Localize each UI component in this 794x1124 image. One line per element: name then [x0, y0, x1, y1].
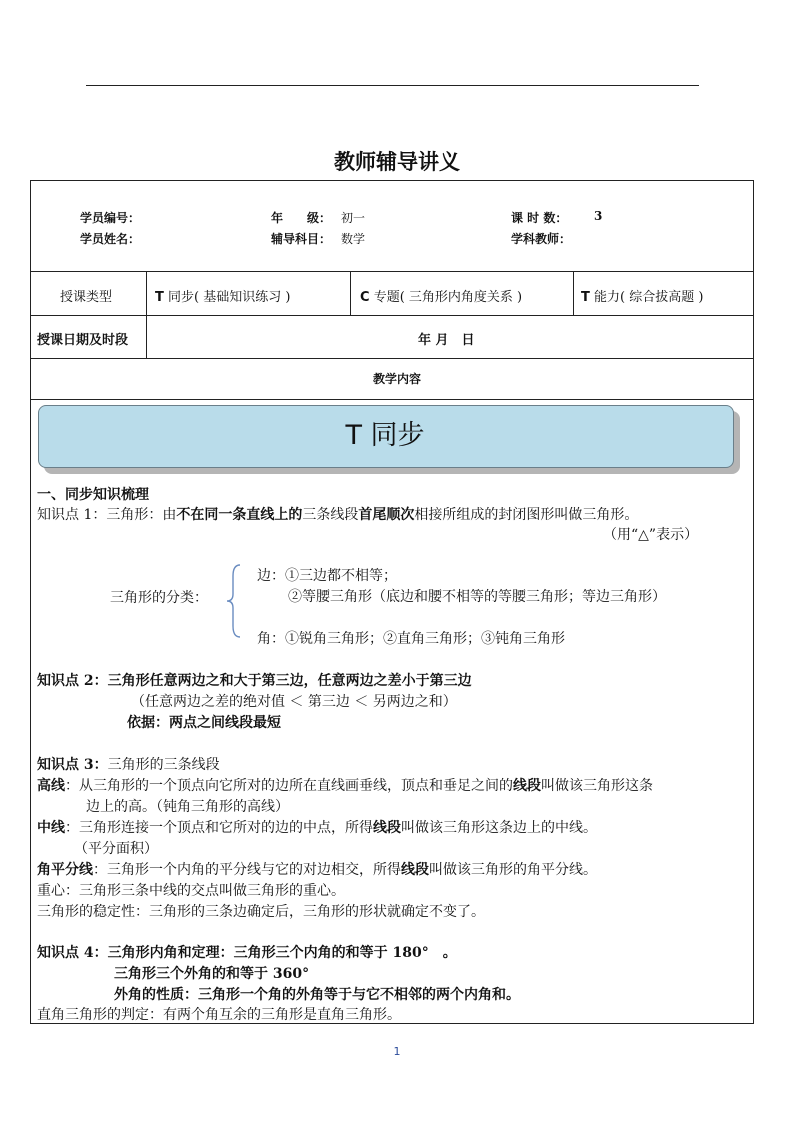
kp3-altitude-line2: 边上的高。（钝角三角形的高线） — [86, 799, 289, 815]
table-divider — [350, 271, 351, 315]
teacher-label: 学科教师： — [511, 232, 572, 246]
table-divider — [30, 358, 754, 359]
page-number: 1 — [393, 1045, 401, 1058]
kp3-median-note: （平分面积） — [74, 841, 158, 857]
brace-icon — [226, 564, 242, 638]
kp3-title-prefix: 知识点 3： — [37, 757, 108, 773]
lesson-type-topic-letter: C — [360, 290, 370, 305]
hours-value: 3 — [594, 209, 603, 223]
kp4-line2: 三角形三个外角的和等于 360° — [114, 966, 310, 982]
lesson-type-topic — [360, 286, 522, 305]
section-banner-text: T 同步 — [345, 420, 425, 451]
subject-label: 辅导科目： — [271, 232, 332, 246]
kp3-title-text: 三角形的三条线段 — [107, 757, 220, 773]
kp2-line3: 依据：两点之间线段最短 — [127, 715, 281, 731]
kp3-median — [37, 819, 597, 837]
classify-angle: 角：①锐角三角形；②直角三角形；③钝角三角形 — [257, 631, 565, 647]
bisector-text-b: 叫做该三角形的角平分线。 — [429, 862, 597, 878]
median-bold: 线段 — [373, 820, 401, 836]
altitude-label: 高线 — [37, 778, 65, 794]
lesson-type-sync-text: 同步( 基础知识练习 ) — [168, 290, 291, 305]
hours-label: 课 时 数： — [511, 211, 568, 225]
kp4-line4: 直角三角形的判定：有两个角互余的三角形是直角三角形。 — [37, 1007, 401, 1023]
median-label: 中线 — [37, 820, 65, 836]
kp2-line2: （任意两边之差的绝对值 ＜ 第三边 ＜ 另两边之和） — [131, 694, 457, 710]
lesson-type-sync — [155, 286, 290, 305]
date-value: 年 月 日 — [418, 333, 475, 348]
student-name-label: 学员姓名： — [80, 232, 141, 246]
kp1-suffix: 相接所组成的封闭图形叫做三角形。 — [414, 507, 639, 523]
kp1-text — [37, 506, 638, 524]
altitude-bold: 线段 — [513, 778, 541, 794]
table-divider — [573, 271, 574, 315]
kp4-line1: 知识点 4：三角形内角和定理：三角形三个内角的和等于 180° 。 — [37, 945, 457, 961]
lesson-type-ability — [581, 286, 703, 305]
altitude-text-a: ：从三角形的一个顶点向它所对的边所在直线画垂线，顶点和垂足之间的 — [65, 778, 513, 794]
date-label: 授课日期及时段 — [37, 333, 129, 348]
kp3-altitude — [37, 777, 653, 795]
kp1-prefix: 知识点 1：三角形：由 — [37, 507, 177, 523]
classify-label: 三角形的分类： — [110, 590, 208, 606]
classify-side2: ②等腰三角形（底边和腰不相等的等腰三角形；等边三角形） — [288, 589, 666, 605]
median-text-a: ：三角形连接一个顶点和它所对的边的中点，所得 — [65, 820, 373, 836]
kp3-stability: 三角形的稳定性：三角形的三条边确定后，三角形的形状就确定不变了。 — [37, 904, 485, 920]
kp3-bisector — [37, 861, 597, 879]
kp3-centroid: 重心：三角形三条中线的交点叫做三角形的重心。 — [37, 883, 345, 899]
bisector-text-a: ：三角形一个内角的平分线与它的对边相交，所得 — [93, 862, 401, 878]
kp1-bold1: 不在同一条直线上的 — [176, 507, 303, 523]
header-rule — [86, 85, 699, 86]
page-title: 教师辅导讲义 — [334, 149, 460, 174]
median-text-b: 叫做该三角形这条边上的中线。 — [401, 820, 597, 836]
content-header: 教学内容 — [372, 372, 421, 386]
student-id-label: 学员编号： — [80, 211, 141, 225]
lesson-type-label: 授课类型 — [60, 290, 113, 305]
lesson-type-topic-text: 专题( 三角形内角度关系 ) — [373, 290, 523, 305]
kp1-note: （用“△”表示） — [603, 527, 699, 543]
kp4-line3: 外角的性质：三角形一个角的外角等于与它不相邻的两个内角和。 — [114, 987, 520, 1003]
table-divider — [30, 271, 754, 272]
lesson-type-ability-letter: T — [581, 290, 590, 305]
section-title: 一、同步知识梳理 — [37, 487, 149, 503]
lesson-type-sync-letter: T — [155, 290, 164, 305]
grade-value: 初一 — [341, 211, 366, 225]
table-divider — [30, 315, 754, 316]
kp1-mid: 三条线段 — [302, 507, 359, 523]
kp2-line1: 知识点 2：三角形任意两边之和大于第三边，任意两边之差小于第三边 — [37, 673, 472, 689]
kp1-bold2: 首尾顺次 — [358, 507, 415, 523]
classify-side1: 边：①三边都不相等； — [257, 568, 397, 584]
grade-label: 年 级： — [271, 211, 332, 225]
table-divider — [30, 399, 754, 400]
bisector-bold: 线段 — [401, 862, 429, 878]
lesson-type-ability-text: 能力( 综合拔高题 ) — [594, 290, 704, 305]
subject-value: 数学 — [341, 232, 366, 246]
altitude-text-b: 叫做该三角形这条 — [541, 778, 653, 794]
table-divider — [146, 271, 147, 358]
kp3-title — [37, 756, 220, 774]
bisector-label: 角平分线 — [37, 862, 93, 878]
